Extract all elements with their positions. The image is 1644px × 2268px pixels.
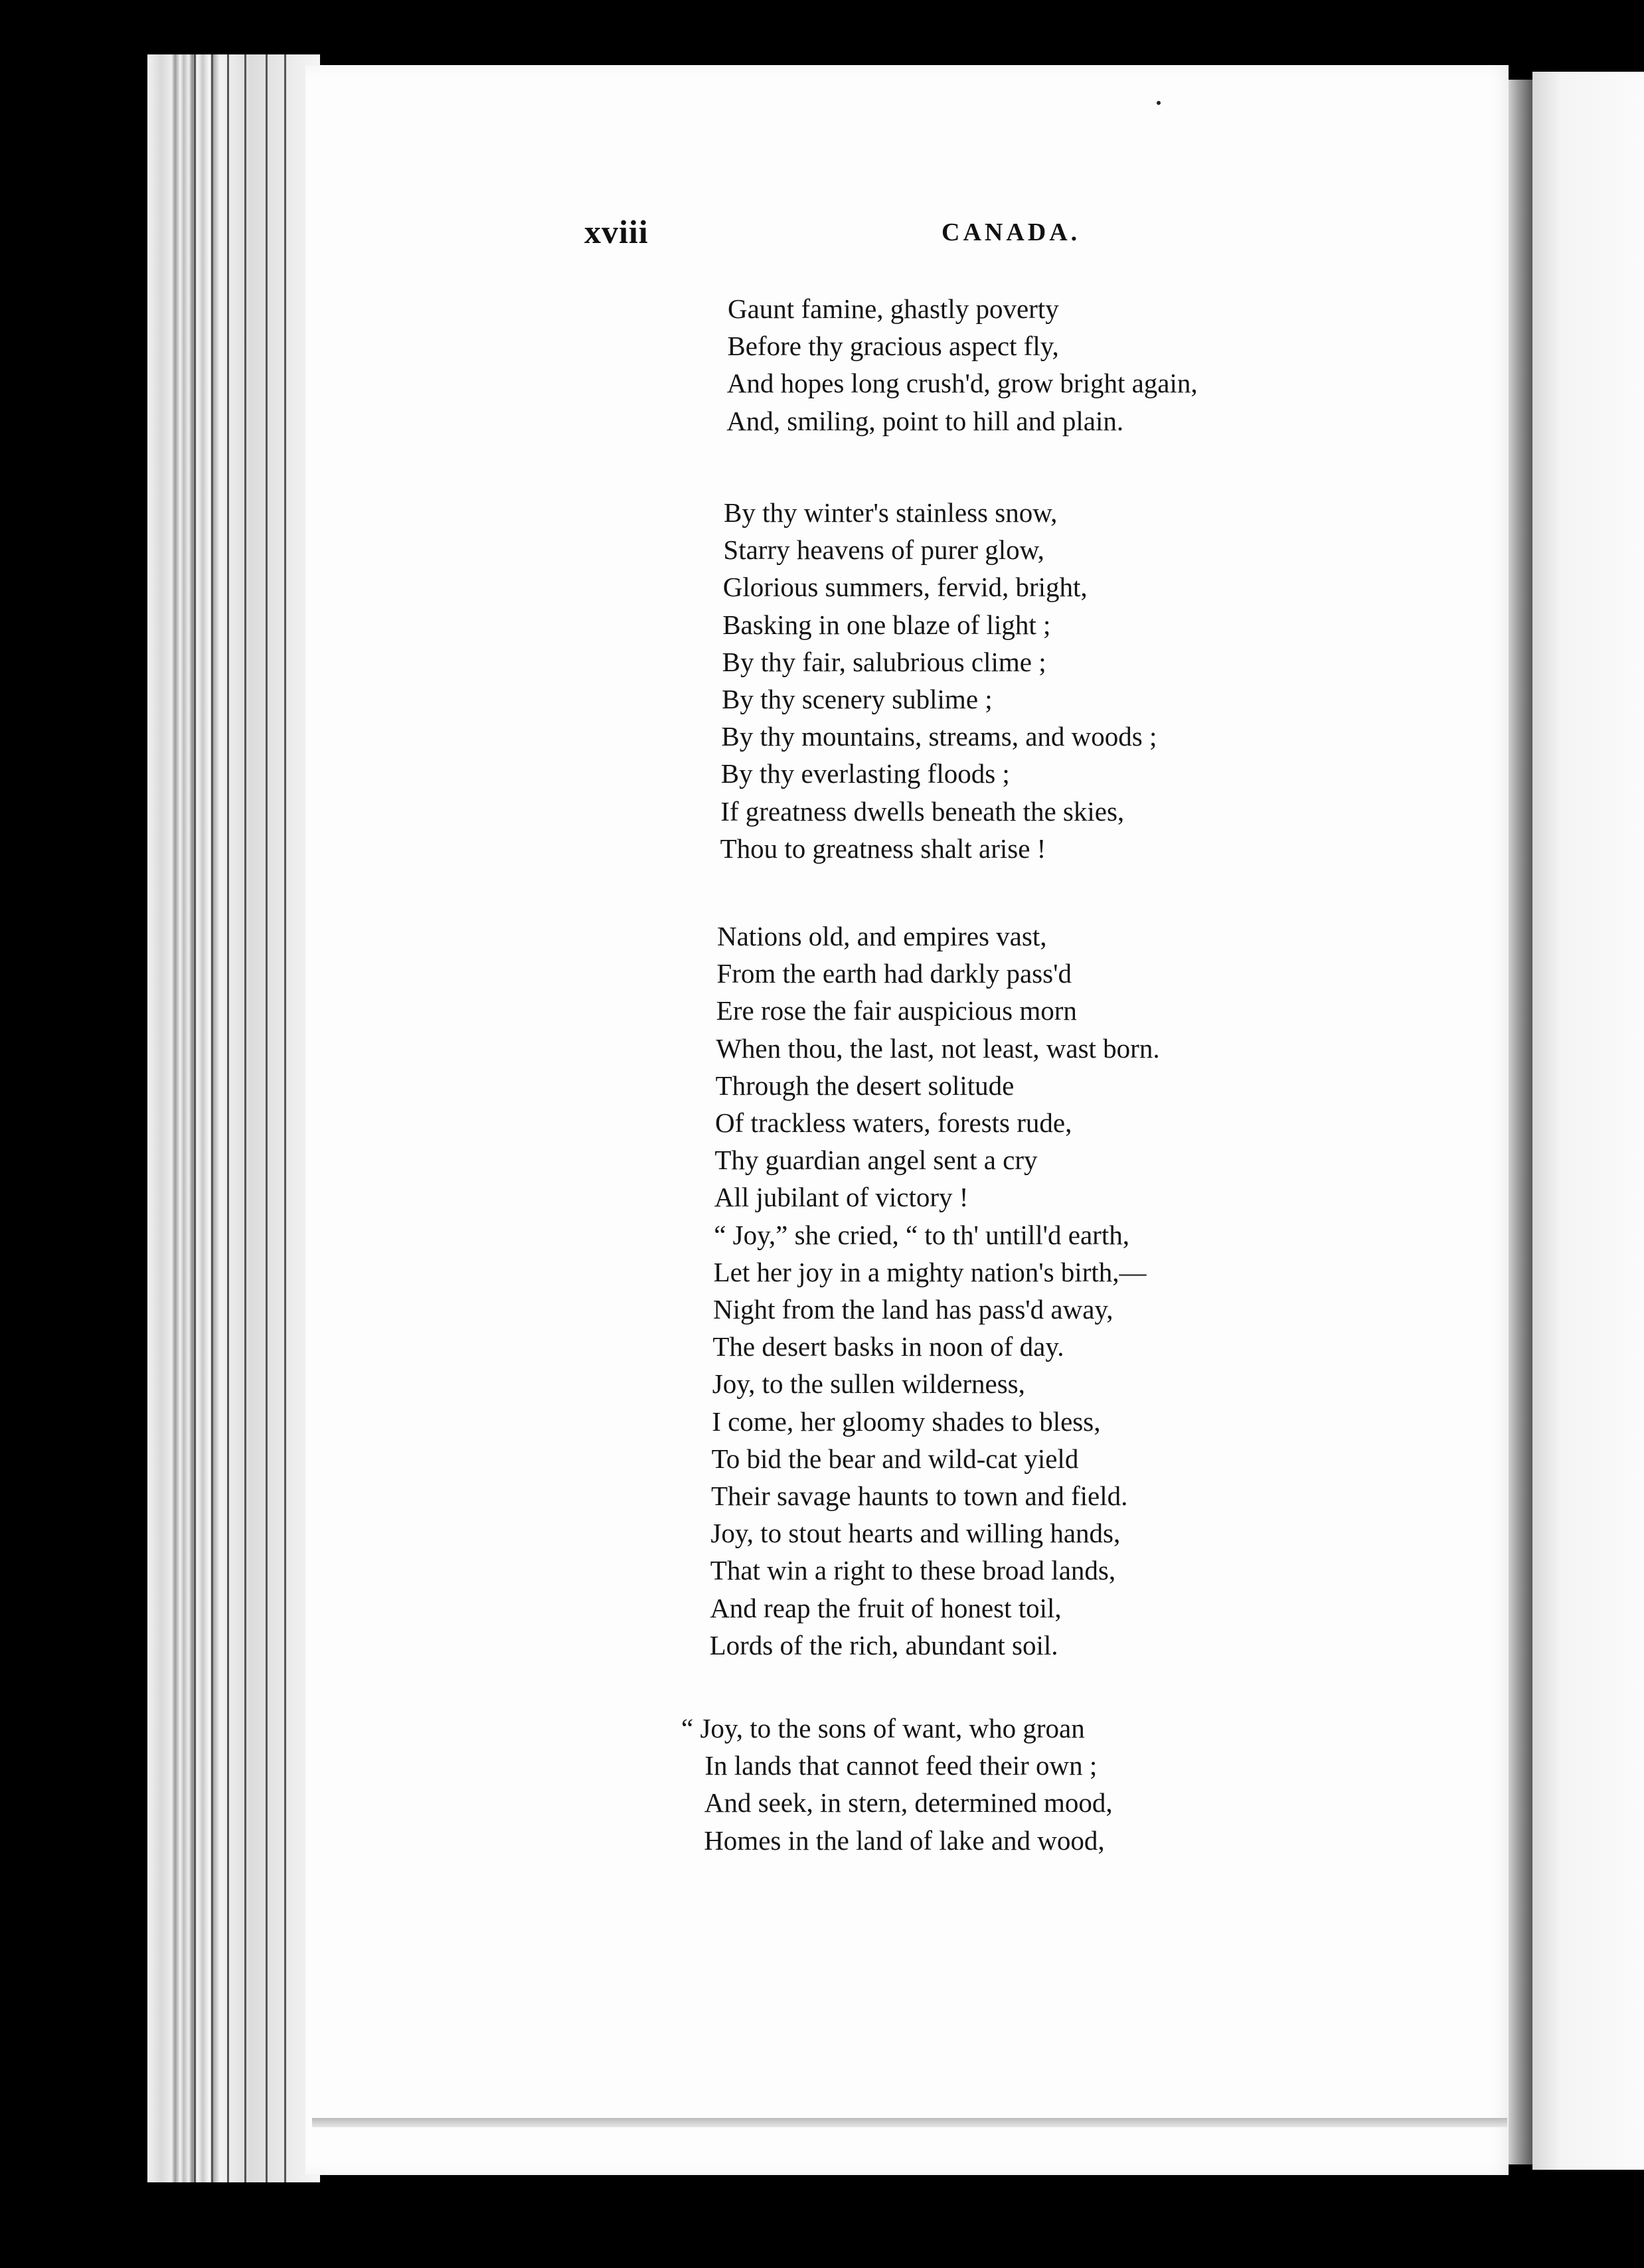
- verse-line: When thou, the last, not least, wast born.: [716, 1032, 1160, 1064]
- verse-line: Glorious summers, fervid, bright,: [722, 572, 1088, 603]
- verse-line: And, smiling, point to hill and plain.: [726, 405, 1124, 436]
- verse-line: From the earth had darkly pass'd: [716, 958, 1072, 989]
- verse-line: Gaunt famine, ghastly poverty: [728, 293, 1059, 324]
- verse-line: In lands that cannot feed their own ;: [704, 1750, 1098, 1781]
- verse-line: Night from the land has pass'd away,: [713, 1294, 1113, 1325]
- verse-line: By thy fair, salubrious clime ;: [722, 646, 1046, 677]
- verse-line: Starry heavens of purer glow,: [723, 534, 1044, 566]
- verse-line: I come, her gloomy shades to bless,: [712, 1406, 1101, 1437]
- speck-mark: [1157, 101, 1161, 105]
- verse-line: To bid the bear and wild-cat yield: [711, 1443, 1079, 1474]
- facing-page: [1532, 72, 1644, 2170]
- running-title: CANADA.: [942, 218, 1081, 246]
- verse-line: Joy, to stout hearts and willing hands,: [710, 1518, 1121, 1549]
- verse-line: Ere rose the fair auspicious morn: [716, 995, 1077, 1026]
- page-number: xviii: [584, 213, 649, 250]
- verse-line: That win a right to these broad lands,: [710, 1555, 1116, 1586]
- verse-line: The desert basks in noon of day.: [712, 1331, 1064, 1362]
- verse-line: All jubilant of victory !: [714, 1182, 969, 1213]
- page-bottom-edge: [312, 2118, 1507, 2127]
- verse-line: Of trackless waters, forests rude,: [715, 1107, 1072, 1138]
- running-head: [0, 212, 1644, 259]
- verse-line: By thy mountains, streams, and woods ;: [721, 721, 1157, 752]
- verse-line: Their savage haunts to town and field.: [711, 1481, 1128, 1511]
- verse-line: If greatness dwells beneath the skies,: [720, 795, 1125, 827]
- verse-line: Thy guardian angel sent a cry: [714, 1145, 1038, 1176]
- verse-line: And reap the fruit of honest toil,: [710, 1592, 1062, 1623]
- verse-line: Thou to greatness shalt arise !: [720, 833, 1046, 864]
- verse-line: “ Joy, to the sons of want, who groan: [681, 1713, 1085, 1743]
- verse-line: Nations old, and empires vast,: [717, 921, 1047, 951]
- verse-line: Let her joy in a mighty nation's birth,—: [713, 1256, 1147, 1287]
- verse-line: Lords of the rich, abundant soil.: [709, 1629, 1058, 1660]
- verse-line: By thy winter's stainless snow,: [724, 497, 1058, 528]
- verse-line: Through the desert solitude: [715, 1070, 1015, 1101]
- verse-line: By thy scenery sublime ;: [722, 684, 993, 714]
- verse-line: By thy everlasting floods ;: [720, 758, 1010, 789]
- verse-line: And seek, in stern, determined mood,: [704, 1787, 1113, 1819]
- page-stack-edge: [147, 54, 320, 2182]
- verse-line: And hopes long crush'd, grow bright again,: [726, 368, 1198, 399]
- verse-line: Joy, to the sullen wilderness,: [712, 1368, 1025, 1400]
- verse-line: “ Joy,” she cried, “ to th' untill'd earth,: [714, 1219, 1129, 1250]
- verse-line: Homes in the land of lake and wood,: [704, 1824, 1105, 1856]
- verse-line: Basking in one blaze of light ;: [722, 609, 1051, 640]
- verse-line: Before thy gracious aspect fly,: [727, 331, 1059, 362]
